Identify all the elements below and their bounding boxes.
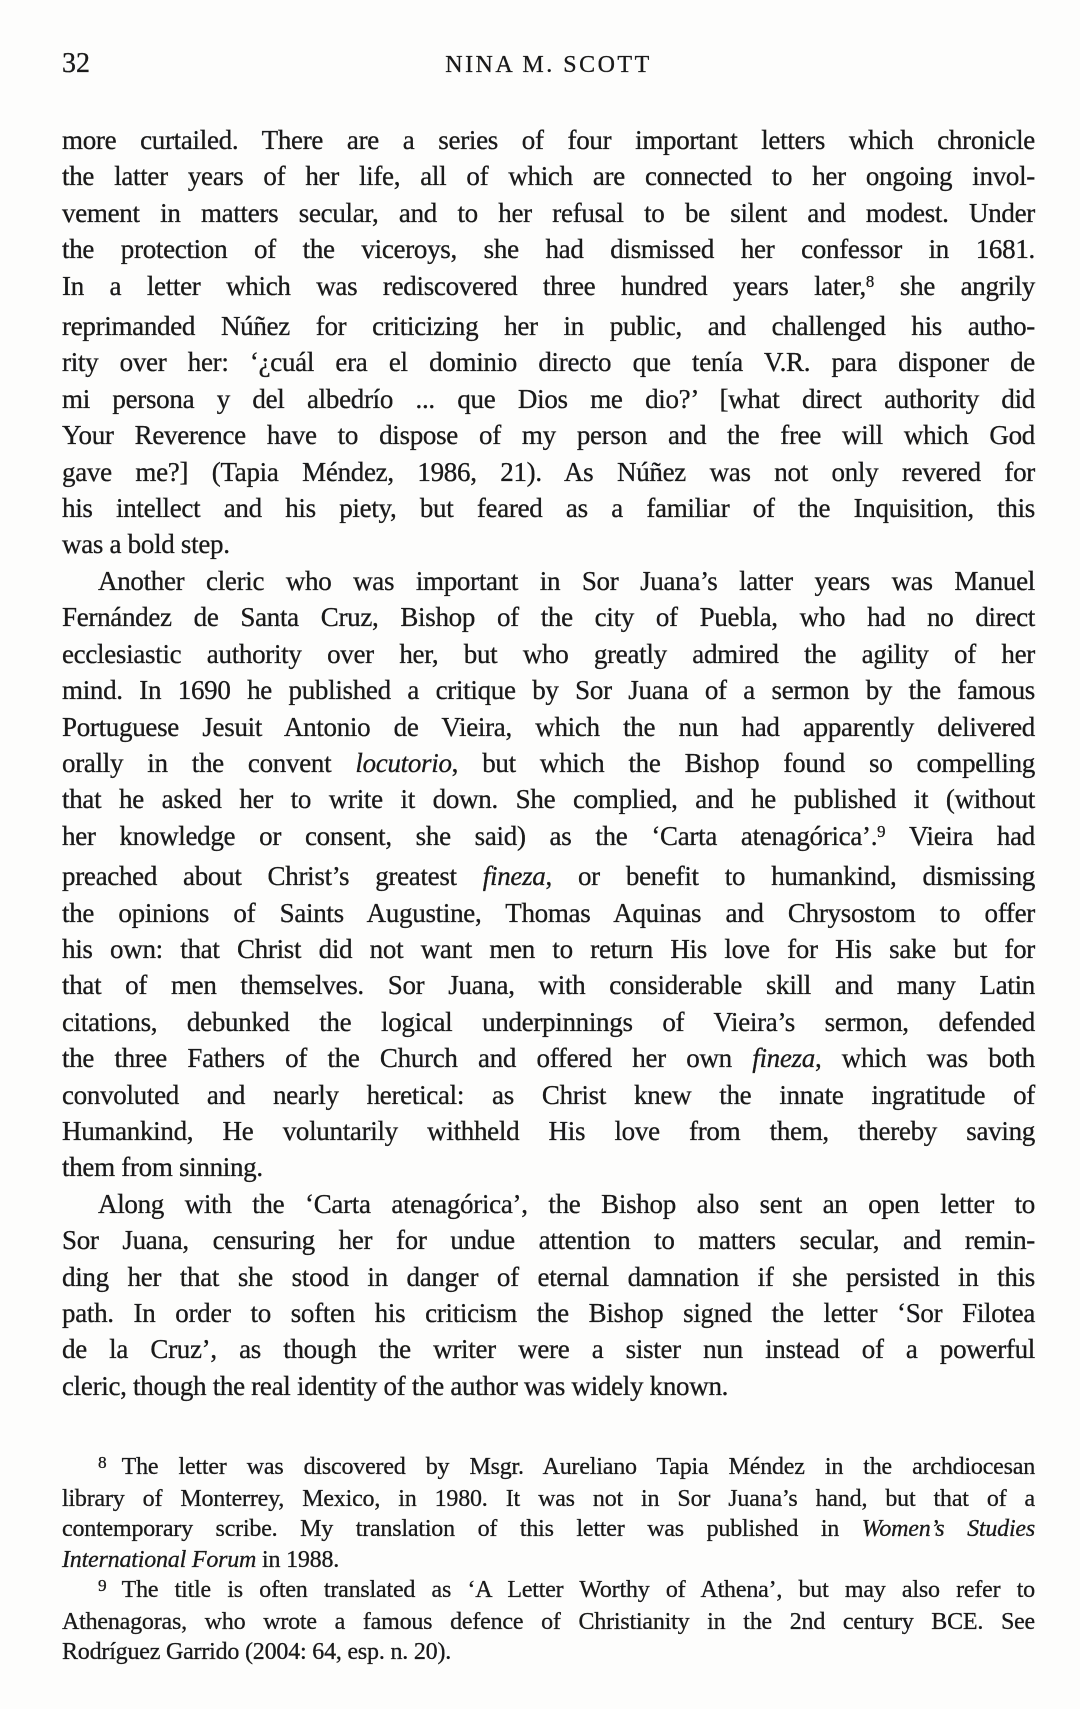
text-line [62,268,1035,308]
footnote-reference: 8 [865,272,875,292]
text-line [62,599,1035,635]
text-line [62,672,1035,708]
text-segment: , or benefit to humankind, dismissing [545,861,1035,892]
text-segment: Your Reverence have to dispose of my person and the free will which God [62,420,1035,451]
text-segment: In a letter which was rediscovered three hundred years later, [62,270,866,301]
text-segment: Humankind, He voluntarily withheld His love from them, thereby saving [62,1115,1035,1146]
text-segment: , but which the Bishop found so compelling [451,747,1035,778]
text-segment: his own: that Christ did not want men to return His love for His sake but for [62,933,1035,964]
text-segment: contemporary scribe. My translation of this letter was published in [62,1516,862,1543]
text-segment: The title is often translated as ‘A Letter Worthy of Athena’, but may also refer to [121,1576,1035,1603]
text-line [62,1368,1035,1404]
text-line [62,745,1035,781]
text-line [62,1186,1035,1222]
text-segment: she angrily [874,270,1036,301]
text-line [62,308,1035,344]
text-segment: Sor Juana, censuring her for undue attention to matters secular, and remin- [62,1225,1035,1256]
text-segment: path. In order to soften his criticism the Bishop signed the letter ‘Sor Filotea [62,1298,1035,1328]
page-header [62,48,1035,84]
body-paragraph [62,1186,1035,1404]
text-line [62,1514,1035,1544]
italic-text: fineza [482,861,546,892]
text-line [62,122,1035,158]
text-segment: cleric, though the real identity of the author was widely known. [62,1370,729,1401]
text-segment: The letter was discovered by Msgr. Aureliano Tapia Méndez in the archdiocesan [121,1454,1035,1480]
text-line [62,967,1035,1003]
text-line [62,563,1035,599]
text-line [62,1259,1035,1295]
text-segment: Portuguese Jesuit Antonio de Vieira, which the nun had apparently delivered [62,711,1035,742]
italic-text: Women’s Studies [861,1516,1036,1543]
text-segment: citations, debunked the logical underpinnings of Vieira’s sermon, defended [62,1006,1035,1037]
text-segment: her knowledge or consent, she said) as the ‘Carta atenagórica’. [62,820,878,851]
text-segment: vement in matters secular, and to her refusal to be silent and modest. Under [62,197,1035,228]
text-line [62,1113,1035,1149]
text-segment: his intellect and his piety, but feared as a familiar of the Inquisition, this [62,493,1035,524]
text-segment: , which was both [814,1043,1035,1074]
footnote-reference: 9 [877,822,886,842]
text-line [62,1295,1035,1331]
text-line [62,1077,1035,1113]
text-segment: the three Fathers of the Church and offered her own [62,1043,753,1074]
text-line [62,417,1035,453]
text-line [62,931,1035,967]
text-line [62,1484,1035,1514]
text-segment: Vieira had [885,820,1035,851]
text-line [62,490,1035,526]
text-segment: in 1988. [256,1546,340,1573]
text-segment: Fernández de Santa Cruz, Bishop of the city of Puebla, who had no direct [62,602,1035,633]
body-paragraph [62,563,1035,1186]
italic-text: fineza [752,1043,815,1074]
text-segment: them from sinning. [62,1152,263,1183]
footnote [62,1452,1035,1575]
text-line [62,1575,1035,1607]
text-segment: convoluted and nearly heretical: as Christ knew the innate ingratitude of [62,1079,1035,1110]
text-segment: the opinions of Saints Augustine, Thomas Aquinas and Chrysostom to offer [62,897,1035,928]
text-segment: orally in the convent [62,747,356,778]
text-line [62,1040,1035,1076]
page-number: 32 [62,48,90,79]
text-line [62,709,1035,745]
page-body-text [62,122,1035,1404]
text-line [62,526,1035,562]
footnotes-section [62,1452,1035,1667]
italic-text: locutorio [355,747,452,778]
text-line [62,231,1035,267]
text-line [62,158,1035,194]
text-segment: the protection of the viceroys, she had dismissed her confessor in 1681. [62,234,1035,265]
text-line [62,1637,1035,1667]
text-line [62,1452,1035,1484]
text-segment: the latter years of her life, all of which are connected to her ongoing invol- [62,161,1035,192]
body-paragraph [62,122,1035,563]
text-segment: ding her that she stood in danger of eternal damnation if she persisted in this [62,1261,1035,1292]
text-segment: mind. In 1690 he published a critique by Sor Juana of a sermon by the famous [62,675,1035,706]
text-segment: ecclesiastic authority over her, but who greatly admired the agility of her [62,638,1035,669]
text-line [62,895,1035,931]
text-segment: Along with the ‘Carta atenagórica’, the Bishop also sent an open letter to [98,1188,1035,1219]
text-line [62,381,1035,417]
text-line [62,1607,1035,1637]
text-line [62,781,1035,817]
text-line [62,454,1035,490]
text-segment: that he asked her to write it down. She complied, and he published it (without [62,784,1035,815]
text-segment: reprimanded Núñez for criticizing her in public, and challenged his autho- [62,311,1035,342]
text-line [62,1149,1035,1185]
text-segment: rity over her: ‘¿cuál era el dominio directo que tenía V.R. para disponer de [62,347,1035,378]
text-segment: Athenagoras, who wrote a famous defence of Christianity in the 2nd century BCE. See [62,1609,1035,1636]
text-segment: library of Monterrey, Mexico, in 1980. It was not in Sor Juana’s hand, but that of a [62,1486,1035,1513]
text-line [62,344,1035,380]
running-header-title: NINA M. SCOTT [445,52,652,78]
text-segment: Rodríguez Garrido (2004: 64, esp. n. 20). [62,1639,452,1666]
text-segment: de la Cruz’, as though the writer were a sister nun instead of a powerful [62,1334,1035,1365]
text-line [62,1222,1035,1258]
text-line [62,1331,1035,1367]
text-line [62,818,1035,858]
text-segment: Another cleric who was important in Sor Juana’s latter years was Manuel [98,565,1035,596]
footnote-marker: 9 [98,1575,107,1595]
text-line [62,636,1035,672]
text-line [62,1004,1035,1040]
footnote-marker: 8 [98,1452,107,1472]
text-segment: that of men themselves. Sor Juana, with considerable skill and many Latin [62,970,1035,1001]
text-segment: preached about Christ’s greatest [62,861,483,892]
text-segment: gave me?] (Tapia Méndez, 1986, 21). As Núñez was not only revered for [62,456,1035,487]
text-line [62,858,1035,894]
italic-text: International Forum [62,1546,257,1573]
text-line [62,1545,1035,1575]
text-segment: mi persona y del albedrío ... que Dios me dio?’ [what direct authority did [62,383,1035,414]
text-segment: more curtailed. There are a series of four important letters which chronicle [62,125,1035,155]
text-line [62,195,1035,231]
footnote [62,1575,1035,1668]
text-segment: was a bold step. [62,529,230,560]
